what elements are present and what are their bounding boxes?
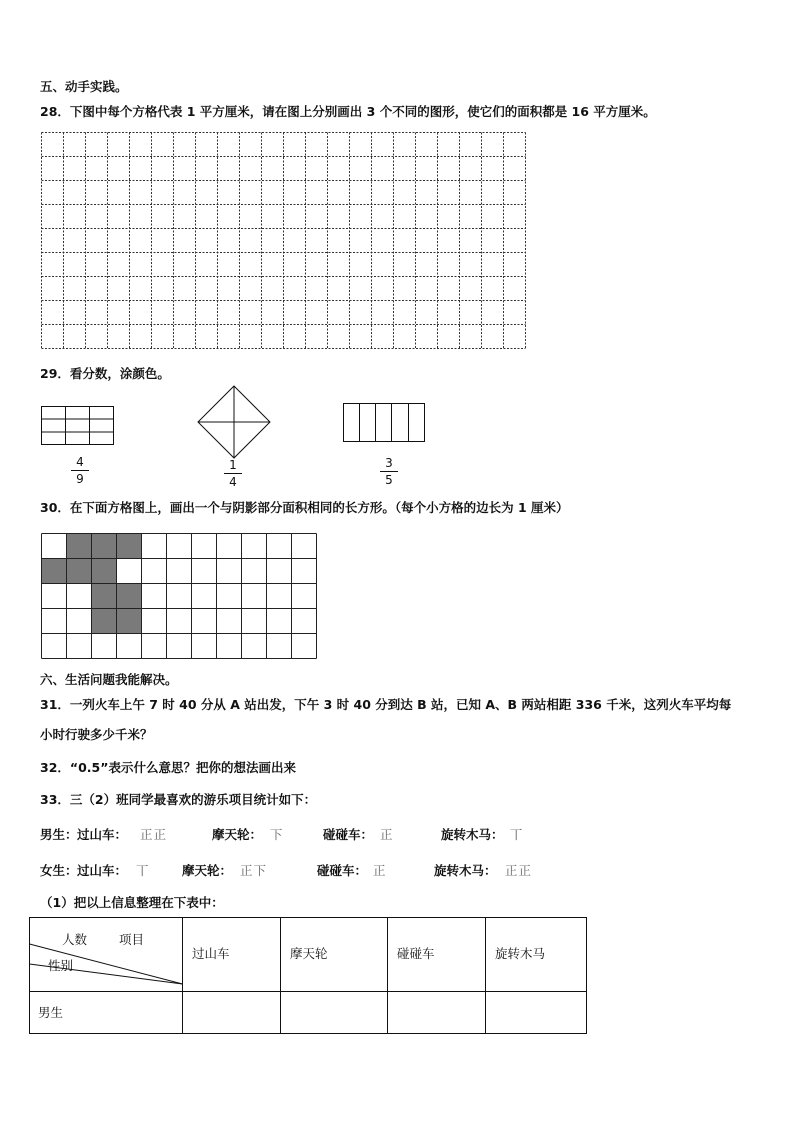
fraction-denominator: 5 <box>385 473 393 487</box>
question-31-line-1: 31．一列火车上午 7 时 40 分从 A 站出发，下午 3 时 40 分到达 B 站，已知 A、B 两站相距 336 千米，这列火车平均每 <box>40 697 732 712</box>
boys-carousel-tally: 丅 <box>510 827 524 842</box>
boys-ferris-wheel-tally: 下 <box>270 827 284 842</box>
girls-roller-coaster-label: 过山车： <box>77 863 128 878</box>
girls-carousel-label: 旋转木马： <box>434 863 497 878</box>
question-33-subquestion-1: （1）把以上信息整理在下表中： <box>40 895 224 910</box>
question-32-text: 32．“0.5”表示什么意思？把你的想法画出来 <box>40 760 296 775</box>
fraction-figure-rectangle-5-parts[interactable] <box>343 403 426 443</box>
table-header-bumper-car: 碰碰车 <box>397 946 435 961</box>
boys-bumper-car-label: 碰碰车： <box>323 827 374 842</box>
boys-label: 男生： <box>40 827 78 842</box>
table-cell-boys-ferris-wheel[interactable] <box>282 993 387 1033</box>
section-5-heading: 五、动手实践。 <box>40 79 128 94</box>
table-row-boys-label: 男生 <box>38 1005 64 1020</box>
section-6-heading: 六、生活问题我能解决。 <box>40 672 178 687</box>
boys-ferris-wheel-label: 摩天轮： <box>212 827 263 842</box>
fraction-denominator: 9 <box>76 472 84 486</box>
fraction-figure-rectangle-9-parts[interactable] <box>41 406 115 446</box>
question-30-text: 30．在下面方格图上，画出一个与阴影部分面积相同的长方形。（每个小方格的边长为 1 厘米） <box>40 500 569 515</box>
girls-label: 女生： <box>40 863 78 878</box>
fraction-label-four-ninths <box>71 455 89 486</box>
table-cell-boys-carousel[interactable] <box>487 993 585 1033</box>
table-header-roller-coaster: 过山车 <box>192 946 230 961</box>
girls-ferris-wheel-tally: 正下 <box>240 863 268 878</box>
table-header-carousel: 旋转木马 <box>495 946 546 961</box>
fraction-label-one-quarter <box>224 458 242 489</box>
question-28-text: 28．下图中每个方格代表 1 平方厘米，请在图上分别画出 3 个不同的图形，使它们的面积都是 16 平方厘米。 <box>40 104 656 119</box>
question-30-square-grid[interactable] <box>41 533 317 660</box>
question-28-dashed-grid[interactable] <box>40 131 526 355</box>
table-corner-gender-label: 性别 <box>48 958 74 973</box>
girls-ferris-wheel-label: 摩天轮： <box>182 863 233 878</box>
girls-bumper-car-tally: 正 <box>373 863 387 878</box>
table-corner-count-label: 人数 <box>62 932 88 947</box>
boys-roller-coaster-tally: 正正 <box>140 827 168 842</box>
girls-bumper-car-label: 碰碰车： <box>317 863 368 878</box>
girls-carousel-tally: 正正 <box>505 863 533 878</box>
boys-roller-coaster-label: 过山车： <box>77 827 128 842</box>
fraction-numerator: 3 <box>385 456 393 470</box>
table-cell-boys-bumper-car[interactable] <box>389 993 485 1033</box>
table-corner-item-label: 项目 <box>119 932 145 947</box>
question-31-line-2: 小时行驶多少千米？ <box>40 727 153 742</box>
fraction-numerator: 1 <box>229 458 237 472</box>
table-header-ferris-wheel: 摩天轮 <box>290 946 328 961</box>
fraction-label-three-fifths <box>380 456 398 487</box>
fraction-figure-diamond-4-parts[interactable] <box>197 385 271 459</box>
boys-bumper-car-tally: 正 <box>380 827 394 842</box>
girls-roller-coaster-tally: 丅 <box>136 863 150 878</box>
question-29-text: 29．看分数，涂颜色。 <box>40 366 170 381</box>
question-33-text: 33．三（2）班同学最喜欢的游乐项目统计如下： <box>40 792 317 807</box>
boys-carousel-label: 旋转木马： <box>441 827 504 842</box>
fraction-denominator: 4 <box>229 475 237 489</box>
fraction-numerator: 4 <box>76 455 84 469</box>
table-cell-boys-roller-coaster[interactable] <box>184 993 280 1033</box>
